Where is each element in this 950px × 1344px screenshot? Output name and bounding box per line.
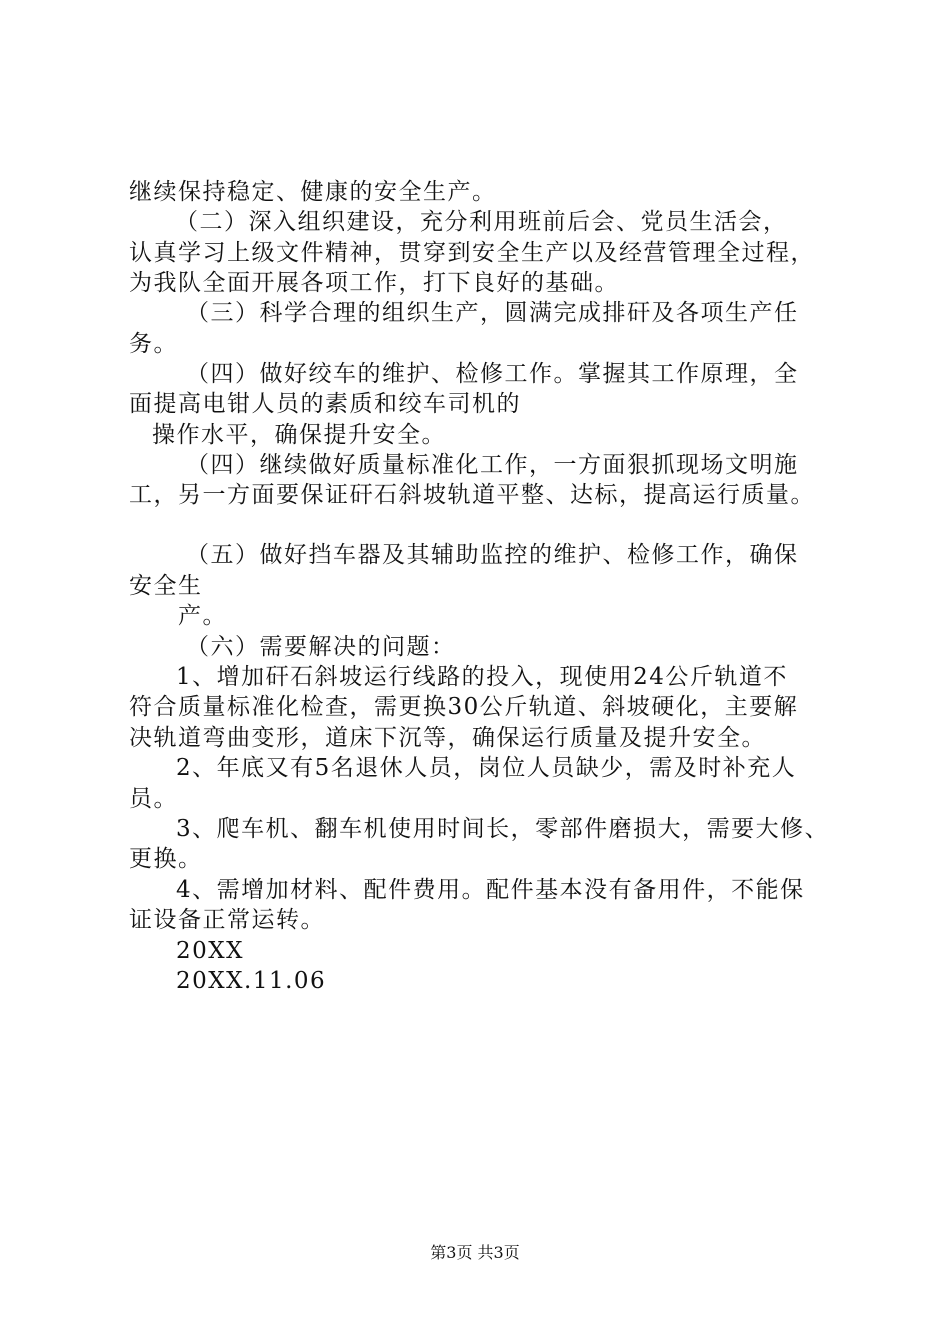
text-line: 工，另一方面要保证矸石斜坡轨道平整、达标，提高运行质量。 xyxy=(129,482,815,508)
text-line: 3、爬车机、翻车机使用时间长，零部件磨损大，需要大修、 xyxy=(176,816,830,842)
text-line: （三）科学合理的组织生产，圆满完成排矸及各项生产任 xyxy=(186,300,799,326)
text-line: 1、增加矸石斜坡运行线路的投入，现使用24公斤轨道不 xyxy=(176,664,788,690)
text-line: 为我队全面开展各项工作，打下良好的基础。 xyxy=(129,270,619,296)
text-line: 继续保持稳定、健康的安全生产。 xyxy=(129,179,497,205)
text-line: 员。 xyxy=(129,786,178,812)
text-line: 操作水平，确保提升安全。 xyxy=(152,422,446,448)
text-line: 4、需增加材料、配件费用。配件基本没有备用件，不能保 xyxy=(176,877,805,903)
text-line: 20XX.11.06 xyxy=(176,968,327,994)
text-line: 证设备正常运转。 xyxy=(129,907,325,933)
text-line: 面提高电钳人员的素质和绞车司机的 xyxy=(129,391,521,417)
text-line: （四）继续做好质量标准化工作，一方面狠抓现场文明施 xyxy=(186,452,799,478)
page-number: 第3页 共3页 xyxy=(430,1243,520,1262)
text-line: 更换。 xyxy=(129,846,203,872)
text-line: 符合质量标准化检查，需更换30公斤轨道、斜坡硬化，主要解 xyxy=(129,694,799,720)
text-line: （四）做好绞车的维护、检修工作。掌握其工作原理，全 xyxy=(186,361,799,387)
text-line: （二）深入组织建设，充分利用班前后会、党员生活会， xyxy=(175,209,788,235)
text-line: 务。 xyxy=(129,331,178,357)
text-line: 安全生 xyxy=(129,573,203,599)
text-line: 认真学习上级文件精神，贯穿到安全生产以及经营管理全过程， xyxy=(129,240,815,266)
text-line: 决轨道弯曲变形，道床下沉等，确保运行质量及提升安全。 xyxy=(129,725,766,751)
text-line: 2、年底又有5名退休人员，岗位人员缺少，需及时补充人 xyxy=(176,755,797,781)
text-line: 20XX xyxy=(176,938,245,964)
text-line: 产。 xyxy=(178,603,227,629)
text-line: （六）需要解决的问题： xyxy=(186,634,456,660)
text-line: （五）做好挡车器及其辅助监控的维护、检修工作，确保 xyxy=(186,542,799,568)
